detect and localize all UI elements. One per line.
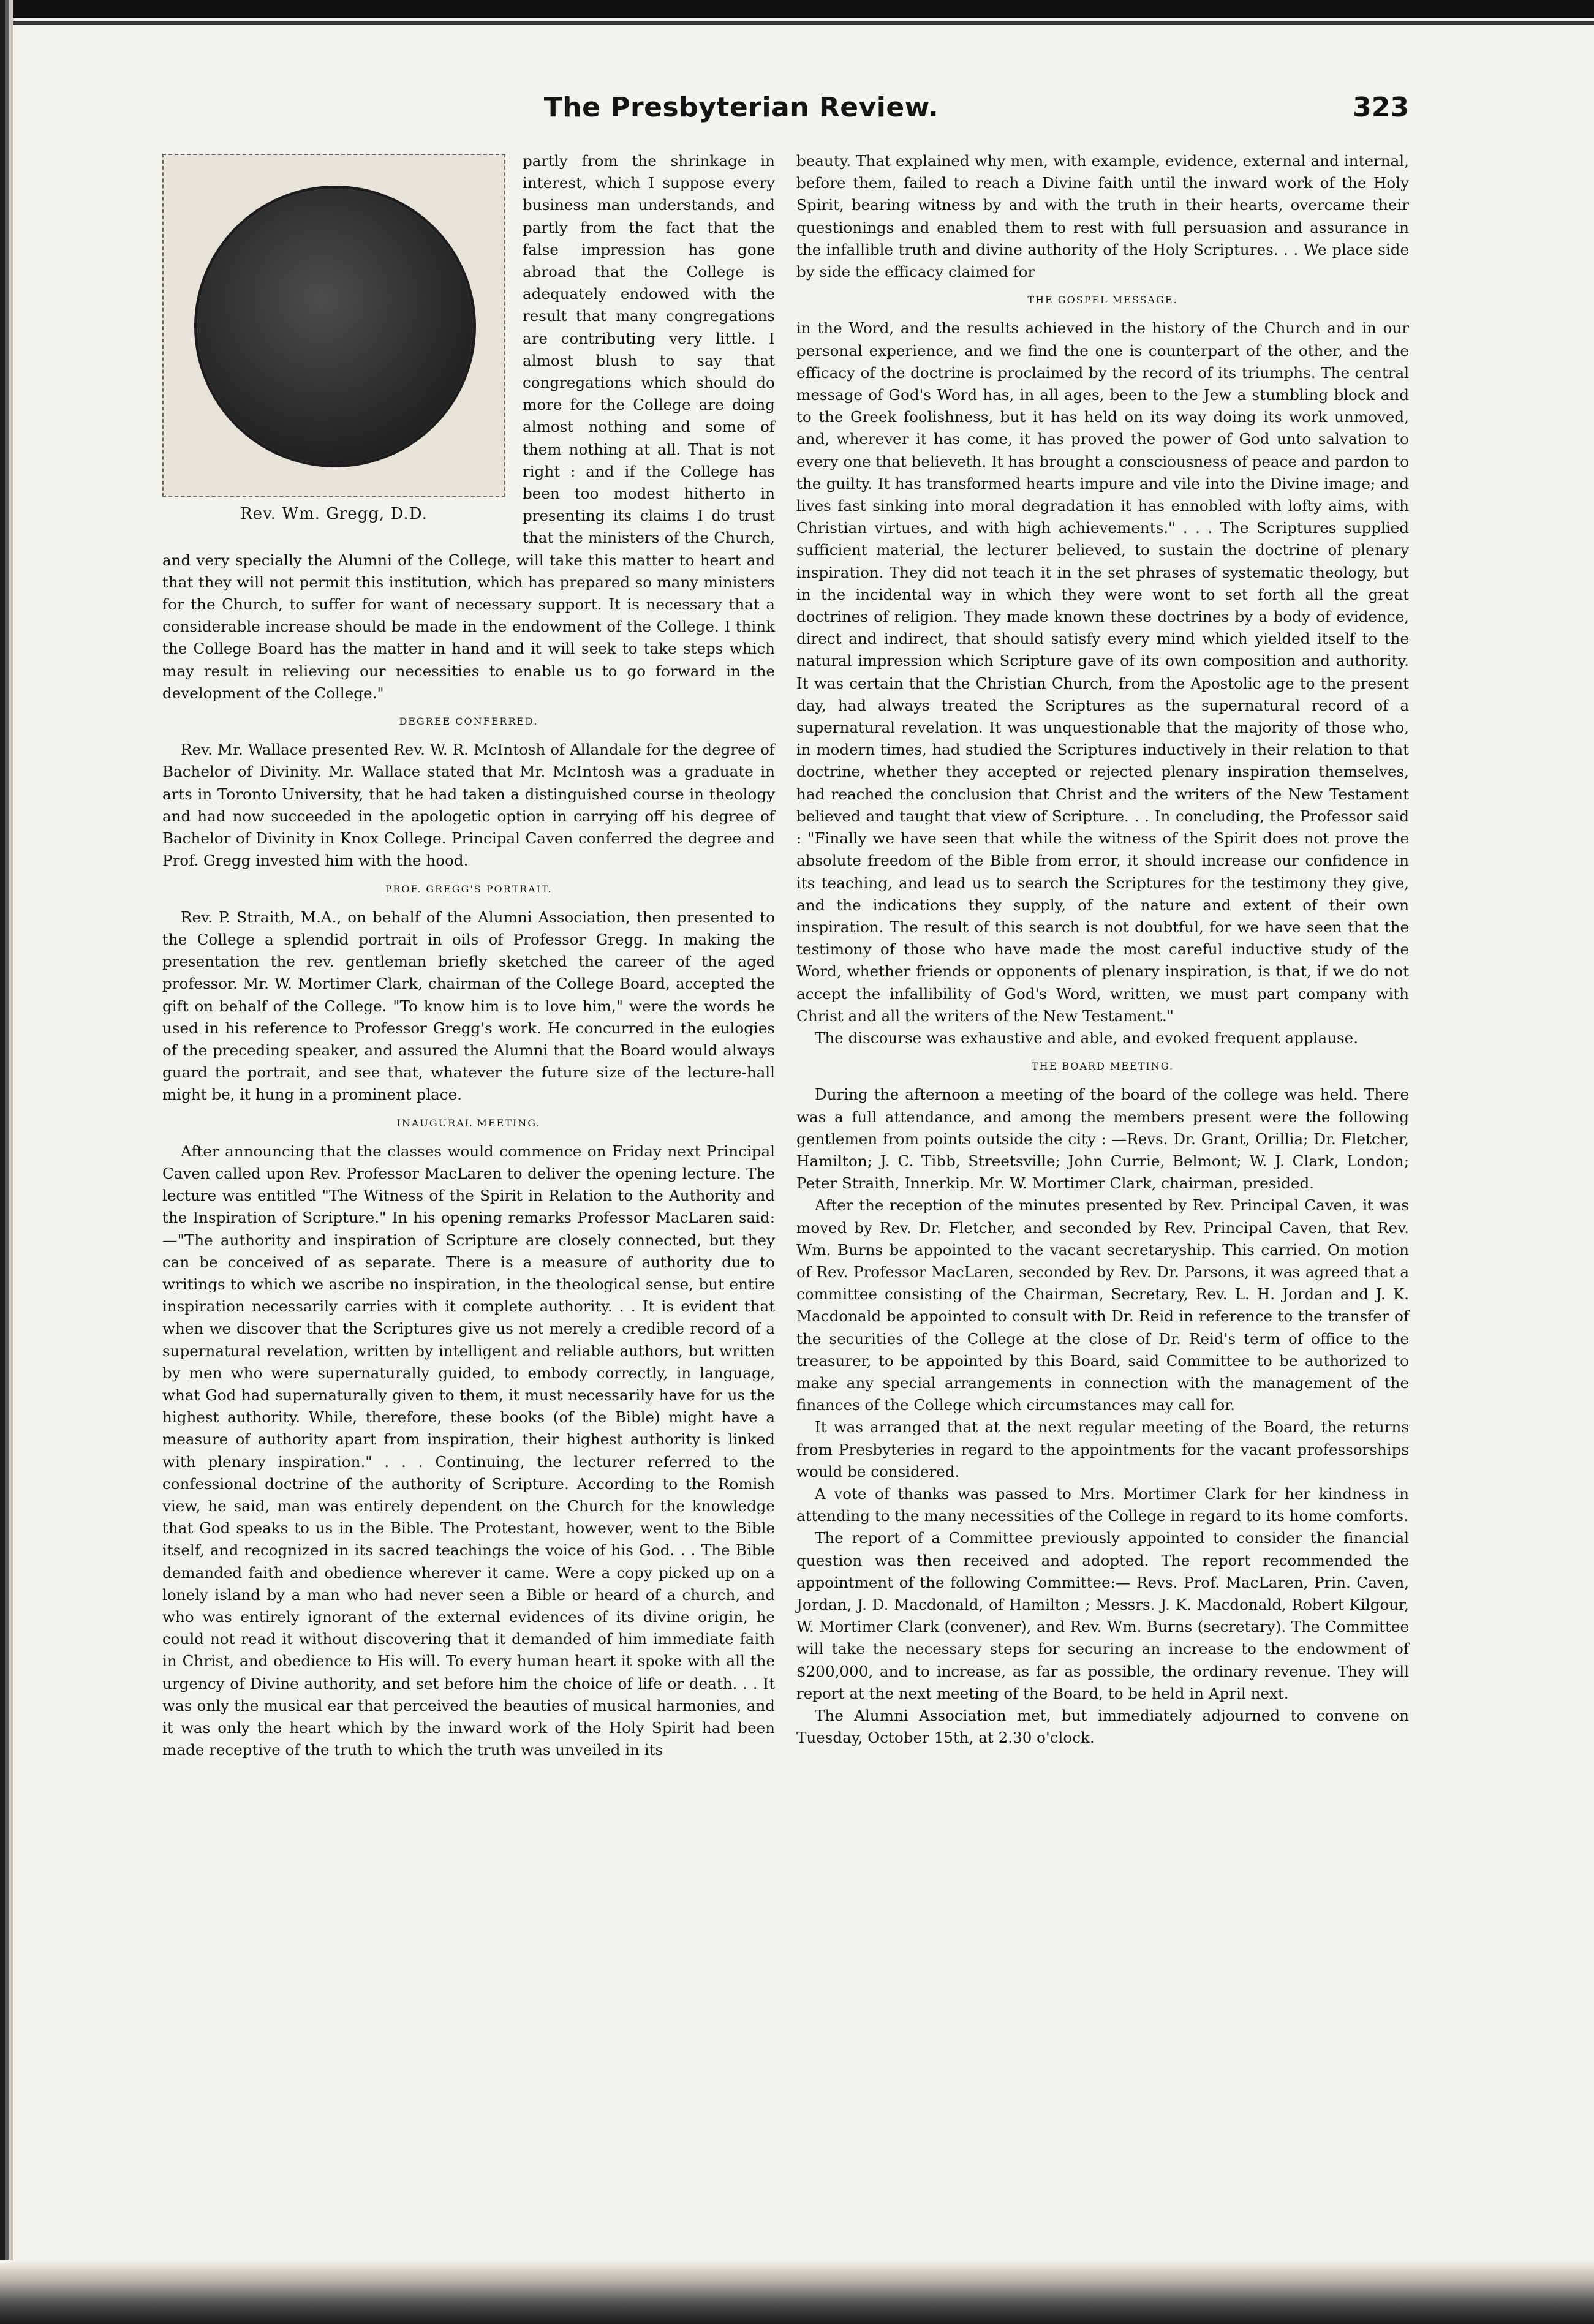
section-heading-degree: DEGREE CONFERRED. bbox=[399, 715, 538, 728]
left-column bbox=[162, 150, 775, 1761]
board-paragraph-3: It was arranged that at the next regular meeting of the Board, the returns from Presbyteries in regard to the appointments for the vacant professorships would be considered. bbox=[796, 1418, 1409, 1481]
board-paragraph-1: During the afternoon a meeting of the board of the college was held. There was a full attendance, and among the members present were the following gentlemen from points outside the city : —Revs. Dr. Grant, Orillia; Dr. Fletcher, Hamilton; J. C. Tibb, Streetsville; John Currie, Belmont; W. J. Clark, London; Peter Straith, Innerkip. Mr. W. Mortimer Clark, chairman, presided. bbox=[796, 1085, 1409, 1193]
portrait-paragraph: Rev. P. Straith, M.A., on behalf of the Alumni Association, then presented to the College a splendid portrait in oils of Professor Gregg. In making the presentation the rev. gentleman briefly sketched the career of the aged professor. Mr. W. Mortimer Clark, chairman of the College Board, accepted the gift on behalf of the College. "To know him is to love him," were the words he used in his reference to Professor Gregg's work. He concurred in the eulogies of the preceding speaker, and assured the Alumni that the Board would always guard the portrait, and see that, whatever the future size of the lecture-hall might be, it hung in a prominent place. bbox=[162, 908, 775, 1104]
scan-top-edge bbox=[0, 0, 1594, 18]
degree-paragraph: Rev. Mr. Wallace presented Rev. W. R. McIntosh of Allandale for the degree of Bachelor of Divinity. Mr. Wallace stated that Mr. McIntosh was a graduate in arts in Toronto University, that he had taken a distinguished course in theology and had now succeeded in the apologetic option in carrying off his degree of Bachelor of Divinity in Knox College. Principal Caven conferred the degree and Prof. Gregg invested him with the hood. bbox=[162, 741, 775, 870]
gospel-closing: The discourse was exhaustive and able, and evoked frequent applause. bbox=[815, 1028, 1359, 1047]
board-paragraph-4: A vote of thanks was passed to Mrs. Mortimer Clark for her kindness in attending to the many necessities of the College in regard to its home comforts. bbox=[796, 1484, 1409, 1525]
intro-paragraph: partly from the shrinkage in interest, which I suppose every business man understands, and partly from the fact that the false impression has gone abroad that the College is adequately endowed with the result that many congregations are contributing very little. I almost blush to say that congregations which should do more for the College are doing almost nothing and some of them nothing at all. That is not right : and if the College has been too modest hitherto in presenting its claims I do trust that the ministers of the Church, and very specially the Alumni of the College, will take this matter to heart and that they will not permit this institution, which has prepared so many ministers for the Church, to suffer for want of necessary support. It is necessary that a considerable increase should be made in the endowment of the College. I think the College Board has the matter in hand and it will seek to take steps which may result in relieving our necessities to enable us to go forward in the development of the College." bbox=[162, 152, 775, 702]
scan-left-edge bbox=[0, 0, 13, 2324]
right-column bbox=[796, 150, 1409, 1749]
scan-top-rule bbox=[0, 21, 1594, 25]
gospel-paragraph: in the Word, and the results achieved in the history of the Church and in our personal experience, and we find the one is counterpart of the other, and the efficacy of the doctrine is proclaimed by the record of its triumphs. The central message of God's Word has, in all ages, been to the Jew a stumbling block and to the Greek foolishness, but it has held on its way doing its work unmoved, and, wherever it has come, it has proved the power of God unto salvation to every one that believeth. It has brought a consciousness of peace and pardon to the guilty. It has transformed hearts impure and vile into the Divine image; and lives fast sinking into moral degradation it has ennobled with lofty aims, with Christian virtues, and with high achievements." . . . The Scriptures supplied sufficient material, the lecturer believed, to sustain the doctrine of plenary inspiration. They did not teach it in the set phrases of systematic theology, but in the incidental way in which they were wont to set forth all the great doctrines of religion. They made known these doctrines by a body of evidence, direct and indirect, that should satisfy every mind which yielded itself to the natural impression which Scripture gave of its own composition and authority. It was certain that the Christian Church, from the Apostolic age to the present day, had always treated the Scriptures as the supernatural record of a supernatural revelation. It was unquestionable that the majority of those who, in modern times, had studied the Scriptures inductively in their relation to that doctrine, whether they accepted or rejected plenary inspiration themselves, had reached the conclusion that Christ and the writers of the New Testament believed and taught that view of Scripture. . . In concluding, the Professor said : "Finally we have seen that while the witness of the Spirit does not prove the absolute freedom of the Bible from error, it should increase our confidence in its teaching, and lead us to search the Scriptures for the testimony they give, and the indications they supply, of the nature and extent of their own inspiration. The result of this search is not doubtful, for we have seen that the testimony of those who have made the most careful inductive study of the Word, whether friends or opponents of plenary inspiration, is that, if we do not accept the infallibility of God's Word, written, we must part company with Christ and all the writers of the New Testament." bbox=[796, 319, 1409, 1025]
section-heading-inaugural: INAUGURAL MEETING. bbox=[396, 1117, 541, 1129]
board-paragraph-2: After the reception of the minutes presented by Rev. Principal Caven, it was moved by Rev. Dr. Fletcher, and seconded by Rev. Principal Caven, that Rev. Wm. Burns be appointed to the vacant secretaryship. This carried. On motion of Rev. Professor MacLaren, seconded by Rev. Dr. Parsons, it was agreed that a committee consisting of the Chairman, Secretary, Rev. L. H. Jordan and J. K. Macdonald be appointed to consult with Dr. Reid in reference to the transfer of the securities of the College at the close of Dr. Reid's term of office to the treasurer, to be appointed by this Board, said Committee to be authorized to make any special arrangements in connection with the management of the finances of the College which circumstances may call for. bbox=[796, 1196, 1409, 1414]
board-paragraph-5: The report of a Committee previously appointed to consider the financial question was then received and adopted. The report recommended the appointment of the following Committee:— Revs. Prof. MacLaren, Prin. Caven, Jordan, J. D. Macdonald, of Hamilton ; Messrs. J. K. Macdonald, Robert Kilgour, W. Mortimer Clark (convener), and Rev. Wm. Burns (secretary). The Committee will take the necessary steps for securing an increase to the endowment of $200,000, and to increase, as far as possible, the ordinary revenue. They will report at the next meeting of the Board, to be held in April next. bbox=[796, 1529, 1409, 1702]
inaugural-paragraph: After announcing that the classes would commence on Friday next Principal Caven called upon Rev. Professor MacLaren to deliver the opening lecture. The lecture was entitled "The Witness of the Spirit in Relation to the Authority and the Inspiration of Scripture." In his opening remarks Professor MacLaren said: —"The authority and inspiration of Scripture are closely connected, but they can be conceived of as separate. There is a measure of authority due to writings to which we ascribe no inspiration, in the theological sense, but entire inspiration necessarily carries with it complete authority. . . It is evident that when we discover that the Scriptures give us not merely a credible record of a supernatural revelation, written by intelligent and reliable authors, but written by men who were supernaturally guided, to embody correctly, in language, what God had supernaturally given to them, it must necessarily have for us the highest authority. While, therefore, these books (of the Bible) might have a measure of authority apart from inspiration, their highest authority is linked with plenary inspiration." . . . Continuing, the lecturer referred to the confessional doctrine of the authority of Scripture. According to the Romish view, he said, man was entirely dependent on the Church for the knowledge that God speaks to us in the Bible. The Protestant, however, went to the Bible itself, and recognized in its sacred teachings the voice of his God. . . The Bible demanded faith and obedience wherever it came. Were a copy picked up on a lonely island by a man who had never seen a Bible or heard of a church, and who was entirely ignorant of the external evidences of its divine origin, he could not read it without discovering that it demanded of him immediate faith in Christ, and obedience to His will. To every human heart it spoke with all the urgency of Divine authority, and set before him the choice of life or death. . . It was only the musical ear that perceived the beauties of musical harmonies, and it was only the heart which by the inward work of the Holy Spirit had been made receptive of the truth to which the truth was unveiled in its bbox=[162, 1142, 775, 1759]
portrait-figure bbox=[162, 154, 505, 534]
section-heading-portrait: PROF. GREGG'S PORTRAIT. bbox=[385, 883, 553, 895]
scan-bottom-edge bbox=[0, 2260, 1594, 2324]
section-heading-board: THE BOARD MEETING. bbox=[1031, 1060, 1174, 1073]
continuation-paragraph: beauty. That explained why men, with example, evidence, external and internal, before them, failed to reach a Divine faith until the inward work of the Holy Spirit, bearing witness by and with the truth in their hearts, overcame their questionings and enabled them to rest with full persuasion and assurance in the infallible truth and divine authority of the Holy Scriptures. . . We place side by side the efficacy claimed for bbox=[796, 152, 1409, 281]
section-heading-gospel: THE GOSPEL MESSAGE. bbox=[1027, 294, 1178, 306]
portrait-medallion bbox=[197, 189, 473, 464]
masthead: The Presbyterian Review. bbox=[543, 92, 939, 123]
portrait-frame bbox=[162, 154, 505, 497]
portrait-caption: Rev. Wm. Gregg, D.D. bbox=[240, 505, 428, 523]
board-paragraph-6: The Alumni Association met, but immediately adjourned to convene on Tuesday, October 15th, at 2.30 o'clock. bbox=[796, 1707, 1409, 1747]
page-number: 323 bbox=[1353, 92, 1409, 123]
page-header bbox=[74, 92, 1409, 135]
